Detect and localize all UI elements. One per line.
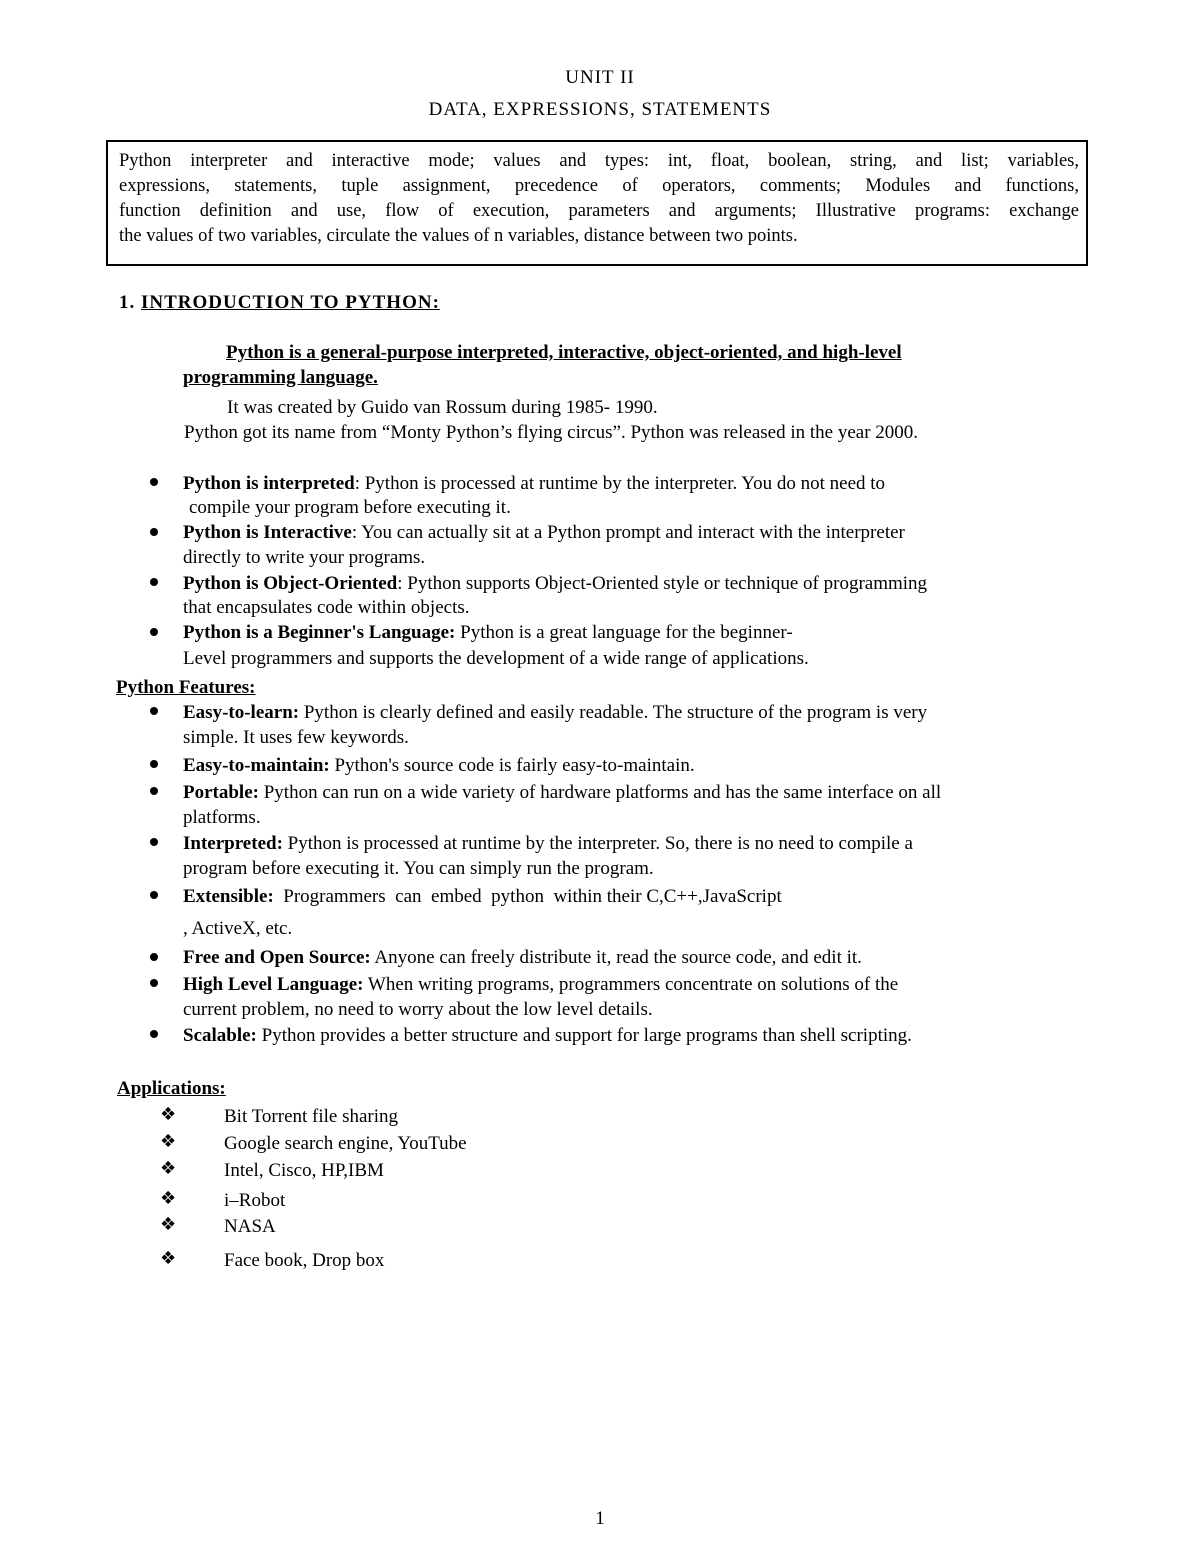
definition-line: programming language.: [183, 367, 378, 388]
application-text: Bit Torrent file sharing: [224, 1106, 399, 1127]
feature-text-cont: platforms.: [183, 807, 261, 828]
application-text: Google search engine, YouTube: [224, 1133, 467, 1154]
point-term: Python is Object-Oriented: [183, 573, 398, 594]
point-sep: :: [351, 522, 358, 543]
diamond-bullet-icon: ❖: [160, 1158, 177, 1179]
feature-term: Easy-to-maintain:: [183, 755, 330, 776]
feature-text: Programmers can embed python within their C,C++,JavaScript: [273, 886, 782, 907]
point-term: Python is a Beginner's Language:: [183, 622, 456, 643]
section-heading: [119, 292, 440, 314]
bullet-icon: [150, 760, 158, 768]
application-text: NASA: [224, 1216, 276, 1237]
diamond-bullet-icon: ❖: [160, 1214, 177, 1235]
section-heading-text: INTRODUCTION TO PYTHON:: [141, 292, 440, 313]
feature-text-cont: , ActiveX, etc.: [183, 918, 293, 939]
features-heading: Python Features:: [116, 677, 256, 698]
bullet-icon: [150, 891, 158, 899]
syllabus-line: the values of two variables, circulate the values of n variables, distance between two points.: [119, 226, 798, 246]
bullet-icon: [150, 707, 158, 715]
point-text: You can actually sit at a Python prompt and interact with the interpreter: [357, 522, 905, 543]
created-text: It was created by Guido van Rossum during 1985- 1990.: [227, 397, 658, 418]
point-text-cont: directly to write your programs.: [183, 547, 426, 568]
syllabus-line: function definition and use, flow of execution, parameters and arguments; Illustrative programs: exchange: [119, 201, 1079, 221]
feature-term: Easy-to-learn:: [183, 702, 300, 723]
bullet-icon: [150, 1030, 158, 1038]
bullet-icon: [150, 979, 158, 987]
point-text-cont: compile your program before executing it.: [189, 497, 511, 518]
diamond-bullet-icon: ❖: [160, 1188, 177, 1209]
feature-text-cont: simple. It uses few keywords.: [183, 727, 409, 748]
syllabus-line: Python interpreter and interactive mode; values and types: int, float, boolean, string, and list; variables,: [119, 151, 1079, 171]
point-sep: :: [354, 473, 360, 494]
feature-term: Interpreted:: [183, 833, 283, 854]
point-sep: :: [397, 573, 403, 594]
diamond-bullet-icon: ❖: [160, 1131, 177, 1152]
feature-term: Extensible:: [183, 886, 274, 907]
feature-text: Python is clearly defined and easily readable. The structure of the program is very: [299, 702, 928, 723]
name-origin-text: Python got its name from “Monty Python’s flying circus”. Python was released in the year 2000.: [184, 422, 919, 443]
definition-line: Python is a general-purpose interpreted, interactive, object-oriented, and high-level: [226, 342, 902, 363]
syllabus-line: expressions, statements, tuple assignment, precedence of operators, comments; Modules and functions,: [119, 176, 1079, 196]
section-number: 1.: [119, 292, 136, 313]
applications-heading: Applications:: [117, 1078, 226, 1099]
point-text: Python is a great language for the beginner-: [455, 622, 793, 643]
bullet-icon: [150, 838, 158, 846]
feature-text-cont: program before executing it. You can simply run the program.: [183, 858, 654, 879]
bullet-icon: [150, 528, 158, 536]
point-term: Python is Interactive: [183, 522, 352, 543]
feature-text: When writing programs, programmers concentrate on solutions of the: [363, 974, 899, 995]
feature-text: Python can run on a wide variety of hardware platforms and has the same interface on all: [258, 782, 942, 803]
feature-term: Portable:: [183, 782, 259, 803]
feature-term: Free and Open Source:: [183, 947, 371, 968]
bullet-icon: [150, 628, 158, 636]
application-text: Face book, Drop box: [224, 1250, 385, 1271]
feature-text: Python provides a better structure and support for large programs than shell scripting.: [256, 1025, 912, 1046]
page-title: DATA, EXPRESSIONS, STATEMENTS: [428, 99, 772, 120]
unit-title: UNIT II: [565, 67, 635, 88]
feature-text: Anyone can freely distribute it, read the source code, and edit it.: [370, 947, 862, 968]
application-text: Intel, Cisco, HP,IBM: [224, 1160, 384, 1181]
point-text-cont: that encapsulates code within objects.: [183, 597, 470, 618]
feature-term: Scalable:: [183, 1025, 257, 1046]
feature-text-cont: current problem, no need to worry about the low level details.: [183, 999, 653, 1020]
syllabus-box: [106, 140, 1088, 266]
point-text: Python is processed at runtime by the interpreter. You do not need to: [359, 473, 886, 494]
point-text: Python supports Object-Oriented style or technique of programming: [402, 573, 928, 594]
bullet-icon: [150, 953, 158, 961]
page-number: 1: [595, 1508, 605, 1529]
feature-text: Python's source code is fairly easy-to-maintain.: [329, 755, 695, 776]
point-text-cont: Level programmers and supports the development of a wide range of applications.: [183, 648, 809, 669]
application-text: i–Robot: [224, 1190, 286, 1211]
feature-text: Python is processed at runtime by the interpreter. So, there is no need to compile a: [282, 833, 913, 854]
bullet-icon: [150, 578, 158, 586]
point-term: Python is interpreted: [183, 473, 355, 494]
bullet-icon: [150, 478, 158, 486]
feature-term: High Level Language:: [183, 974, 364, 995]
diamond-bullet-icon: ❖: [160, 1104, 177, 1125]
diamond-bullet-icon: ❖: [160, 1248, 177, 1269]
bullet-icon: [150, 787, 158, 795]
